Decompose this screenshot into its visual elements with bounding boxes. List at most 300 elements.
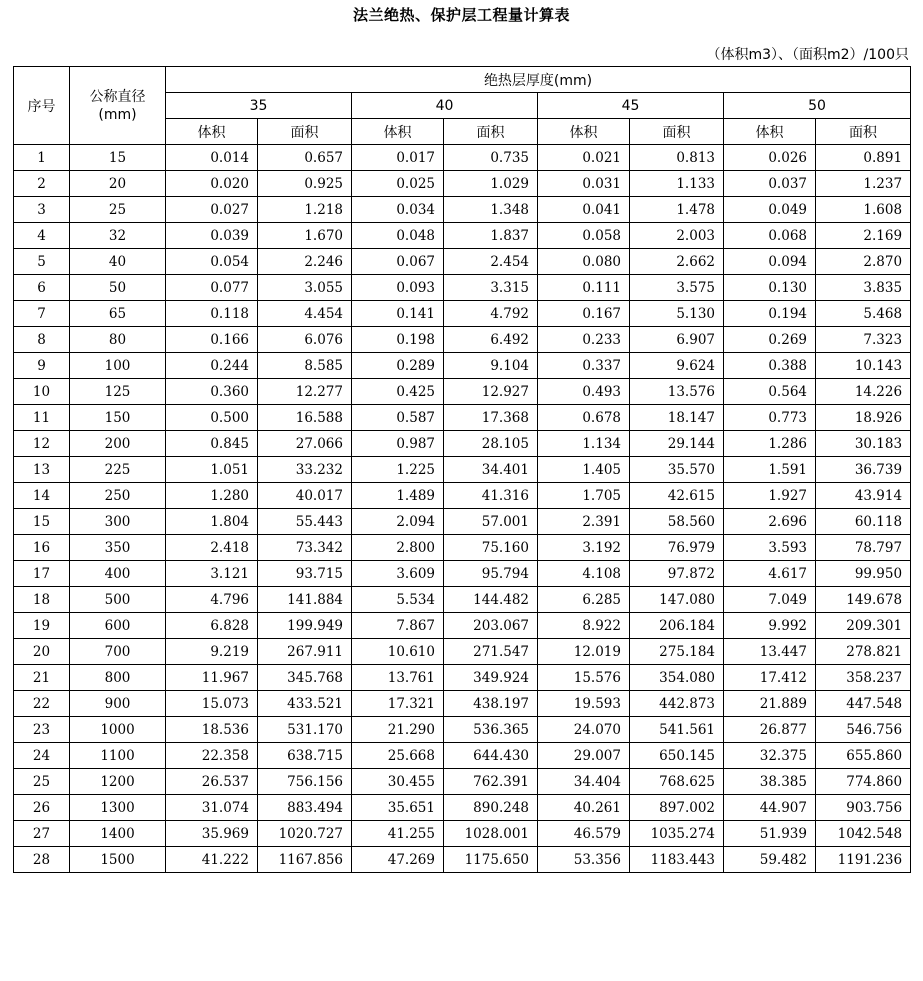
- volume-cell: 26.877: [724, 717, 816, 743]
- table-body: [14, 145, 911, 873]
- volume-cell: 40.261: [538, 795, 630, 821]
- volume-cell: 0.118: [166, 301, 258, 327]
- area-cell: 1175.650: [444, 847, 538, 873]
- volume-cell: 12.019: [538, 639, 630, 665]
- area-cell: 4.792: [444, 301, 538, 327]
- area-cell: 2.246: [258, 249, 352, 275]
- volume-cell: 0.587: [352, 405, 444, 431]
- table-row: [14, 717, 911, 743]
- diameter-cell: 1300: [70, 795, 166, 821]
- volume-cell: 1.927: [724, 483, 816, 509]
- area-cell: 10.143: [816, 353, 911, 379]
- diameter-cell: 800: [70, 665, 166, 691]
- area-cell: 1.218: [258, 197, 352, 223]
- volume-cell: 1.804: [166, 509, 258, 535]
- volume-cell: 2.418: [166, 535, 258, 561]
- volume-cell: 9.219: [166, 639, 258, 665]
- volume-cell: 7.867: [352, 613, 444, 639]
- volume-cell: 0.289: [352, 353, 444, 379]
- seq-cell: 13: [14, 457, 70, 483]
- area-cell: 28.105: [444, 431, 538, 457]
- header-area: 面积: [258, 119, 352, 145]
- diameter-cell: 1500: [70, 847, 166, 873]
- volume-cell: 0.198: [352, 327, 444, 353]
- volume-cell: 59.482: [724, 847, 816, 873]
- volume-cell: 1.591: [724, 457, 816, 483]
- volume-cell: 0.067: [352, 249, 444, 275]
- volume-cell: 0.093: [352, 275, 444, 301]
- header-area: 面积: [816, 119, 911, 145]
- header-volume: 体积: [352, 119, 444, 145]
- area-cell: 267.911: [258, 639, 352, 665]
- area-cell: 774.860: [816, 769, 911, 795]
- diameter-cell: 80: [70, 327, 166, 353]
- table-row: [14, 327, 911, 353]
- area-cell: 890.248: [444, 795, 538, 821]
- diameter-cell: 1200: [70, 769, 166, 795]
- header-thickness-40: 40: [352, 93, 538, 119]
- volume-cell: 18.536: [166, 717, 258, 743]
- header-area: 面积: [630, 119, 724, 145]
- area-cell: 546.756: [816, 717, 911, 743]
- header-area: 面积: [444, 119, 538, 145]
- volume-cell: 0.500: [166, 405, 258, 431]
- table-row: [14, 249, 911, 275]
- volume-cell: 24.070: [538, 717, 630, 743]
- area-cell: 206.184: [630, 613, 724, 639]
- diameter-cell: 225: [70, 457, 166, 483]
- table-row: [14, 691, 911, 717]
- volume-cell: 46.579: [538, 821, 630, 847]
- seq-cell: 16: [14, 535, 70, 561]
- volume-cell: 11.967: [166, 665, 258, 691]
- volume-cell: 21.889: [724, 691, 816, 717]
- volume-cell: 0.077: [166, 275, 258, 301]
- seq-cell: 14: [14, 483, 70, 509]
- seq-cell: 20: [14, 639, 70, 665]
- area-cell: 149.678: [816, 587, 911, 613]
- header-volume: 体积: [166, 119, 258, 145]
- volume-cell: 0.017: [352, 145, 444, 171]
- volume-cell: 4.617: [724, 561, 816, 587]
- table-title: 法兰绝热、保护层工程量计算表: [352, 6, 570, 24]
- area-cell: 43.914: [816, 483, 911, 509]
- volume-cell: 53.356: [538, 847, 630, 873]
- table-row: [14, 561, 911, 587]
- volume-cell: 6.828: [166, 613, 258, 639]
- volume-cell: 1.489: [352, 483, 444, 509]
- diameter-cell: 300: [70, 509, 166, 535]
- area-cell: 34.401: [444, 457, 538, 483]
- area-cell: 883.494: [258, 795, 352, 821]
- seq-cell: 8: [14, 327, 70, 353]
- volume-cell: 17.321: [352, 691, 444, 717]
- diameter-cell: 32: [70, 223, 166, 249]
- area-cell: 1.348: [444, 197, 538, 223]
- volume-cell: 0.845: [166, 431, 258, 457]
- area-cell: 0.925: [258, 171, 352, 197]
- area-cell: 1035.274: [630, 821, 724, 847]
- area-cell: 18.147: [630, 405, 724, 431]
- area-cell: 75.160: [444, 535, 538, 561]
- volume-cell: 0.027: [166, 197, 258, 223]
- seq-cell: 9: [14, 353, 70, 379]
- volume-cell: 0.564: [724, 379, 816, 405]
- volume-cell: 0.360: [166, 379, 258, 405]
- seq-cell: 26: [14, 795, 70, 821]
- area-cell: 358.237: [816, 665, 911, 691]
- volume-cell: 13.761: [352, 665, 444, 691]
- area-cell: 5.468: [816, 301, 911, 327]
- area-cell: 141.884: [258, 587, 352, 613]
- area-cell: 536.365: [444, 717, 538, 743]
- seq-cell: 28: [14, 847, 70, 873]
- volume-cell: 10.610: [352, 639, 444, 665]
- volume-cell: 0.987: [352, 431, 444, 457]
- header-thickness: 绝热层厚度(mm): [166, 67, 911, 93]
- diameter-cell: 1100: [70, 743, 166, 769]
- area-cell: 60.118: [816, 509, 911, 535]
- volume-cell: 0.167: [538, 301, 630, 327]
- area-cell: 433.521: [258, 691, 352, 717]
- volume-cell: 0.425: [352, 379, 444, 405]
- volume-cell: 22.358: [166, 743, 258, 769]
- volume-cell: 0.080: [538, 249, 630, 275]
- area-cell: 1.608: [816, 197, 911, 223]
- diameter-cell: 25: [70, 197, 166, 223]
- area-cell: 12.277: [258, 379, 352, 405]
- area-cell: 0.657: [258, 145, 352, 171]
- area-cell: 147.080: [630, 587, 724, 613]
- area-cell: 73.342: [258, 535, 352, 561]
- volume-cell: 1.705: [538, 483, 630, 509]
- volume-cell: 31.074: [166, 795, 258, 821]
- area-cell: 2.870: [816, 249, 911, 275]
- table-row: [14, 743, 911, 769]
- area-cell: 2.003: [630, 223, 724, 249]
- table-row: [14, 665, 911, 691]
- area-cell: 14.226: [816, 379, 911, 405]
- diameter-cell: 250: [70, 483, 166, 509]
- table-row: [14, 821, 911, 847]
- diameter-cell: 200: [70, 431, 166, 457]
- seq-cell: 21: [14, 665, 70, 691]
- volume-cell: 30.455: [352, 769, 444, 795]
- area-cell: 36.739: [816, 457, 911, 483]
- unit-note: （体积m3）、（面积m2）/100只: [706, 47, 909, 63]
- table-row: [14, 301, 911, 327]
- seq-cell: 18: [14, 587, 70, 613]
- volume-cell: 6.285: [538, 587, 630, 613]
- volume-cell: 4.108: [538, 561, 630, 587]
- volume-cell: 15.576: [538, 665, 630, 691]
- seq-cell: 23: [14, 717, 70, 743]
- volume-cell: 0.678: [538, 405, 630, 431]
- area-cell: 3.315: [444, 275, 538, 301]
- volume-cell: 2.800: [352, 535, 444, 561]
- header-volume: 体积: [538, 119, 630, 145]
- volume-cell: 0.048: [352, 223, 444, 249]
- volume-cell: 3.593: [724, 535, 816, 561]
- diameter-cell: 1000: [70, 717, 166, 743]
- seq-cell: 5: [14, 249, 70, 275]
- volume-cell: 0.194: [724, 301, 816, 327]
- volume-cell: 0.039: [166, 223, 258, 249]
- area-cell: 354.080: [630, 665, 724, 691]
- volume-cell: 5.534: [352, 587, 444, 613]
- diameter-cell: 600: [70, 613, 166, 639]
- volume-cell: 7.049: [724, 587, 816, 613]
- volume-cell: 1.225: [352, 457, 444, 483]
- area-cell: 97.872: [630, 561, 724, 587]
- volume-cell: 0.020: [166, 171, 258, 197]
- area-cell: 30.183: [816, 431, 911, 457]
- seq-cell: 2: [14, 171, 70, 197]
- volume-cell: 21.290: [352, 717, 444, 743]
- area-cell: 531.170: [258, 717, 352, 743]
- area-cell: 58.560: [630, 509, 724, 535]
- diameter-cell: 150: [70, 405, 166, 431]
- volume-cell: 0.493: [538, 379, 630, 405]
- area-cell: 1.237: [816, 171, 911, 197]
- volume-cell: 2.094: [352, 509, 444, 535]
- area-cell: 768.625: [630, 769, 724, 795]
- area-cell: 93.715: [258, 561, 352, 587]
- area-cell: 1.029: [444, 171, 538, 197]
- seq-cell: 10: [14, 379, 70, 405]
- seq-cell: 15: [14, 509, 70, 535]
- area-cell: 541.561: [630, 717, 724, 743]
- volume-cell: 0.034: [352, 197, 444, 223]
- table-row: [14, 405, 911, 431]
- area-cell: 99.950: [816, 561, 911, 587]
- area-cell: 76.979: [630, 535, 724, 561]
- area-cell: 1.133: [630, 171, 724, 197]
- header-thickness-45: 45: [538, 93, 724, 119]
- area-cell: 6.492: [444, 327, 538, 353]
- seq-cell: 12: [14, 431, 70, 457]
- seq-cell: 3: [14, 197, 70, 223]
- area-cell: 209.301: [816, 613, 911, 639]
- volume-cell: 15.073: [166, 691, 258, 717]
- volume-cell: 44.907: [724, 795, 816, 821]
- diameter-cell: 125: [70, 379, 166, 405]
- area-cell: 9.624: [630, 353, 724, 379]
- volume-cell: 1.280: [166, 483, 258, 509]
- table-row: [14, 275, 911, 301]
- area-cell: 16.588: [258, 405, 352, 431]
- table-row: [14, 639, 911, 665]
- volume-cell: 0.026: [724, 145, 816, 171]
- area-cell: 144.482: [444, 587, 538, 613]
- area-cell: 3.835: [816, 275, 911, 301]
- volume-cell: 3.192: [538, 535, 630, 561]
- volume-cell: 1.051: [166, 457, 258, 483]
- header-diameter: [70, 67, 166, 145]
- table-row: [14, 379, 911, 405]
- area-cell: 40.017: [258, 483, 352, 509]
- area-cell: 57.001: [444, 509, 538, 535]
- area-cell: 5.130: [630, 301, 724, 327]
- area-cell: 8.585: [258, 353, 352, 379]
- area-cell: 0.813: [630, 145, 724, 171]
- area-cell: 17.368: [444, 405, 538, 431]
- volume-cell: 1.134: [538, 431, 630, 457]
- table-row: [14, 353, 911, 379]
- table-row: [14, 223, 911, 249]
- table-row: [14, 171, 911, 197]
- volume-cell: 4.796: [166, 587, 258, 613]
- volume-cell: 19.593: [538, 691, 630, 717]
- volume-cell: 34.404: [538, 769, 630, 795]
- area-cell: 18.926: [816, 405, 911, 431]
- volume-cell: 0.025: [352, 171, 444, 197]
- table-row: [14, 847, 911, 873]
- area-cell: 35.570: [630, 457, 724, 483]
- seq-cell: 22: [14, 691, 70, 717]
- table-row: [14, 769, 911, 795]
- area-cell: 638.715: [258, 743, 352, 769]
- volume-cell: 0.058: [538, 223, 630, 249]
- area-cell: 903.756: [816, 795, 911, 821]
- area-cell: 1191.236: [816, 847, 911, 873]
- seq-cell: 1: [14, 145, 70, 171]
- diameter-cell: 350: [70, 535, 166, 561]
- area-cell: 95.794: [444, 561, 538, 587]
- header-diameter-line2: (mm): [98, 106, 137, 123]
- diameter-cell: 40: [70, 249, 166, 275]
- volume-cell: 35.651: [352, 795, 444, 821]
- area-cell: 2.662: [630, 249, 724, 275]
- volume-cell: 0.141: [352, 301, 444, 327]
- volume-cell: 35.969: [166, 821, 258, 847]
- volume-cell: 25.668: [352, 743, 444, 769]
- area-cell: 442.873: [630, 691, 724, 717]
- volume-cell: 0.166: [166, 327, 258, 353]
- table-row: [14, 587, 911, 613]
- area-cell: 447.548: [816, 691, 911, 717]
- table-row: [14, 457, 911, 483]
- diameter-cell: 900: [70, 691, 166, 717]
- diameter-cell: 15: [70, 145, 166, 171]
- area-cell: 1.670: [258, 223, 352, 249]
- volume-cell: 29.007: [538, 743, 630, 769]
- area-cell: 1183.443: [630, 847, 724, 873]
- area-cell: 897.002: [630, 795, 724, 821]
- area-cell: 199.949: [258, 613, 352, 639]
- diameter-cell: 500: [70, 587, 166, 613]
- area-cell: 27.066: [258, 431, 352, 457]
- volume-cell: 47.269: [352, 847, 444, 873]
- volume-cell: 2.391: [538, 509, 630, 535]
- volume-cell: 13.447: [724, 639, 816, 665]
- table-row: [14, 431, 911, 457]
- area-cell: 13.576: [630, 379, 724, 405]
- area-cell: 0.891: [816, 145, 911, 171]
- volume-cell: 41.222: [166, 847, 258, 873]
- area-cell: 275.184: [630, 639, 724, 665]
- table-row: [14, 145, 911, 171]
- diameter-cell: 50: [70, 275, 166, 301]
- area-cell: 438.197: [444, 691, 538, 717]
- diameter-cell: 65: [70, 301, 166, 327]
- seq-cell: 27: [14, 821, 70, 847]
- volume-cell: 0.068: [724, 223, 816, 249]
- area-cell: 762.391: [444, 769, 538, 795]
- volume-cell: 32.375: [724, 743, 816, 769]
- volume-cell: 51.939: [724, 821, 816, 847]
- seq-cell: 11: [14, 405, 70, 431]
- area-cell: 1028.001: [444, 821, 538, 847]
- volume-cell: 0.054: [166, 249, 258, 275]
- volume-cell: 1.286: [724, 431, 816, 457]
- area-cell: 12.927: [444, 379, 538, 405]
- area-cell: 271.547: [444, 639, 538, 665]
- seq-cell: 25: [14, 769, 70, 795]
- volume-cell: 8.922: [538, 613, 630, 639]
- area-cell: 9.104: [444, 353, 538, 379]
- table-row: [14, 483, 911, 509]
- area-cell: 2.169: [816, 223, 911, 249]
- area-cell: 3.575: [630, 275, 724, 301]
- diameter-cell: 100: [70, 353, 166, 379]
- table-row: [14, 613, 911, 639]
- area-cell: 4.454: [258, 301, 352, 327]
- volume-cell: 0.049: [724, 197, 816, 223]
- volume-cell: 3.121: [166, 561, 258, 587]
- volume-cell: 0.244: [166, 353, 258, 379]
- area-cell: 278.821: [816, 639, 911, 665]
- area-cell: 345.768: [258, 665, 352, 691]
- seq-cell: 6: [14, 275, 70, 301]
- volume-cell: 17.412: [724, 665, 816, 691]
- volume-cell: 2.696: [724, 509, 816, 535]
- area-cell: 33.232: [258, 457, 352, 483]
- area-cell: 55.443: [258, 509, 352, 535]
- volume-cell: 0.037: [724, 171, 816, 197]
- quantity-table: [13, 66, 911, 873]
- table-row: [14, 795, 911, 821]
- area-cell: 1.478: [630, 197, 724, 223]
- area-cell: 756.156: [258, 769, 352, 795]
- area-cell: 0.735: [444, 145, 538, 171]
- area-cell: 1020.727: [258, 821, 352, 847]
- area-cell: 644.430: [444, 743, 538, 769]
- area-cell: 1167.856: [258, 847, 352, 873]
- header-thickness-50: 50: [724, 93, 911, 119]
- seq-cell: 24: [14, 743, 70, 769]
- volume-cell: 38.385: [724, 769, 816, 795]
- volume-cell: 0.021: [538, 145, 630, 171]
- volume-cell: 0.041: [538, 197, 630, 223]
- volume-cell: 0.130: [724, 275, 816, 301]
- header-diameter-line1: 公称直径: [89, 88, 146, 105]
- area-cell: 1.837: [444, 223, 538, 249]
- volume-cell: 0.233: [538, 327, 630, 353]
- seq-cell: 4: [14, 223, 70, 249]
- volume-cell: 41.255: [352, 821, 444, 847]
- volume-cell: 0.031: [538, 171, 630, 197]
- table-row: [14, 509, 911, 535]
- diameter-cell: 700: [70, 639, 166, 665]
- volume-cell: 0.014: [166, 145, 258, 171]
- area-cell: 6.076: [258, 327, 352, 353]
- volume-cell: 0.269: [724, 327, 816, 353]
- volume-cell: 26.537: [166, 769, 258, 795]
- area-cell: 41.316: [444, 483, 538, 509]
- area-cell: 1042.548: [816, 821, 911, 847]
- area-cell: 650.145: [630, 743, 724, 769]
